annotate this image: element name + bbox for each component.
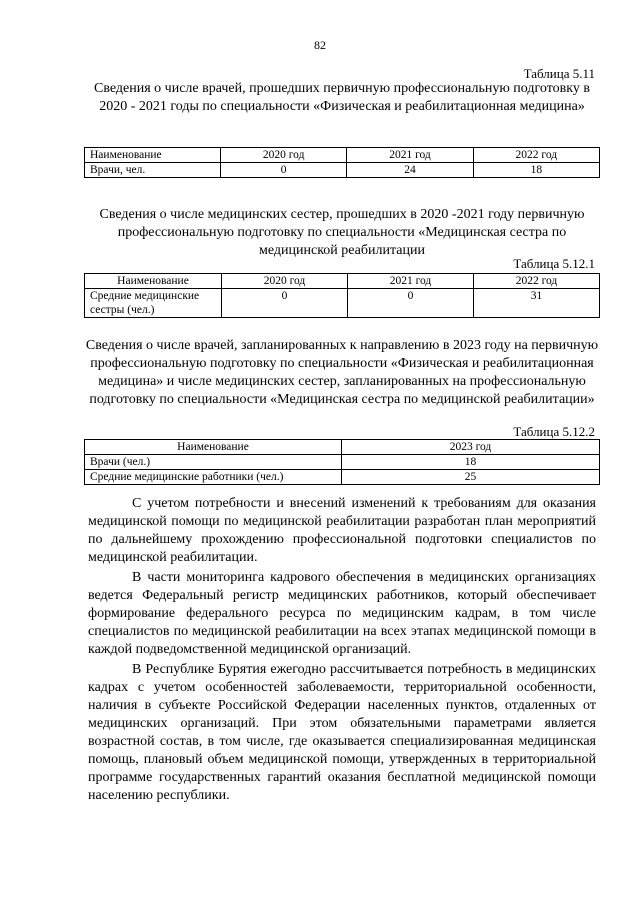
table-cell: 24 [347, 163, 473, 178]
column-header: Наименование [85, 148, 221, 163]
column-header: 2021 год [347, 148, 473, 163]
column-header: Наименование [85, 274, 222, 289]
table-5-11 [84, 147, 600, 178]
column-header: 2020 год [222, 274, 348, 289]
paragraph: В части мониторинга кадрового обеспечения в медицинских организациях ведется Федеральный регистр медицинских работников, который обеспечивает формирование федерального ресурса по медицинским кадрам, в том числе специалистов по медицинской реабилитации на всех этапах медицинской помощи в каждой подведомственной медицинской организаций. [88, 570, 596, 657]
table-row [85, 470, 600, 485]
column-header: 2021 год [348, 274, 474, 289]
table-header-row [85, 148, 600, 163]
table-cell: 31 [474, 289, 600, 318]
table-5-12-2 [84, 439, 600, 485]
table-cell: Средние медицинские работники (чел.) [85, 470, 342, 485]
table-row [85, 289, 600, 318]
page-number: 82 [314, 38, 326, 52]
table-5-11-heading: Сведения о числе врачей, прошедших первичную профессиональную подготовку в 2020 - 2021 годы по специальности «Физическая и реабилитационная медицина» [94, 81, 590, 114]
table-5-11-caption: Таблица 5.11 [523, 66, 595, 81]
table-cell: Врачи, чел. [85, 163, 221, 178]
table-5-12-2-caption: Таблица 5.12.2 [513, 424, 595, 439]
table-cell: 0 [348, 289, 474, 318]
column-header: Наименование [85, 440, 342, 455]
table-5-12-1 [84, 273, 600, 318]
table-cell: 25 [342, 470, 600, 485]
column-header: 2023 год [342, 440, 600, 455]
column-header: 2020 год [221, 148, 347, 163]
table-header-row [85, 274, 600, 289]
table-header-row [85, 440, 600, 455]
column-header: 2022 год [473, 148, 599, 163]
paragraph: С учетом потребности и внесений изменений к требованиям для оказания медицинской помощи по медицинской реабилитации разработан план мероприятий по дальнейшему прохождению профессиональной подготовки специалистов по медицинской реабилитации. [88, 496, 596, 565]
table-cell: 18 [473, 163, 599, 178]
table-row [85, 455, 600, 470]
table-cell: 0 [221, 163, 347, 178]
body-text [88, 495, 596, 805]
paragraph: В Республике Бурятия ежегодно рассчитывается потребность в медицинских кадрах с учетом особенностей заболеваемости, территориальной особенности, наличия в субъекте Российской Федерации населенных пунктов, отдаленных от медицинских организаций. При этом обязательными параметрами является возрастной состав, в том числе, где оказывается специализированная медицинская помощь, плановый объем медицинской помощи, утвержденных в территориальной программе государственных гарантий оказания бесплатной медицинской помощи населению республики. [88, 662, 596, 803]
table-cell: 0 [222, 289, 348, 318]
table-5-12-2-heading: Сведения о числе врачей, запланированных к направлению в 2023 году на первичную профессиональную подготовку по специальности «Физическая и реабилитационная медицина» и числе медицинских сестер, запланированных на профессиональную подготовку по специальности «Медицинская сестра по медицинской реабилитации» [85, 338, 599, 407]
table-5-12-1-caption: Таблица 5.12.1 [513, 256, 595, 271]
column-header: 2022 год [474, 274, 600, 289]
table-5-12-1-heading: Сведения о числе медицинских сестер, прошедших в 2020 -2021 году первичную профессиональную подготовку по специальности «Медицинская сестра по медицинской реабилитации [99, 207, 585, 258]
table-row [85, 163, 600, 178]
table-cell: Средние медицинские сестры (чел.) [85, 289, 222, 318]
table-cell: Врачи (чел.) [85, 455, 342, 470]
table-cell: 18 [342, 455, 600, 470]
